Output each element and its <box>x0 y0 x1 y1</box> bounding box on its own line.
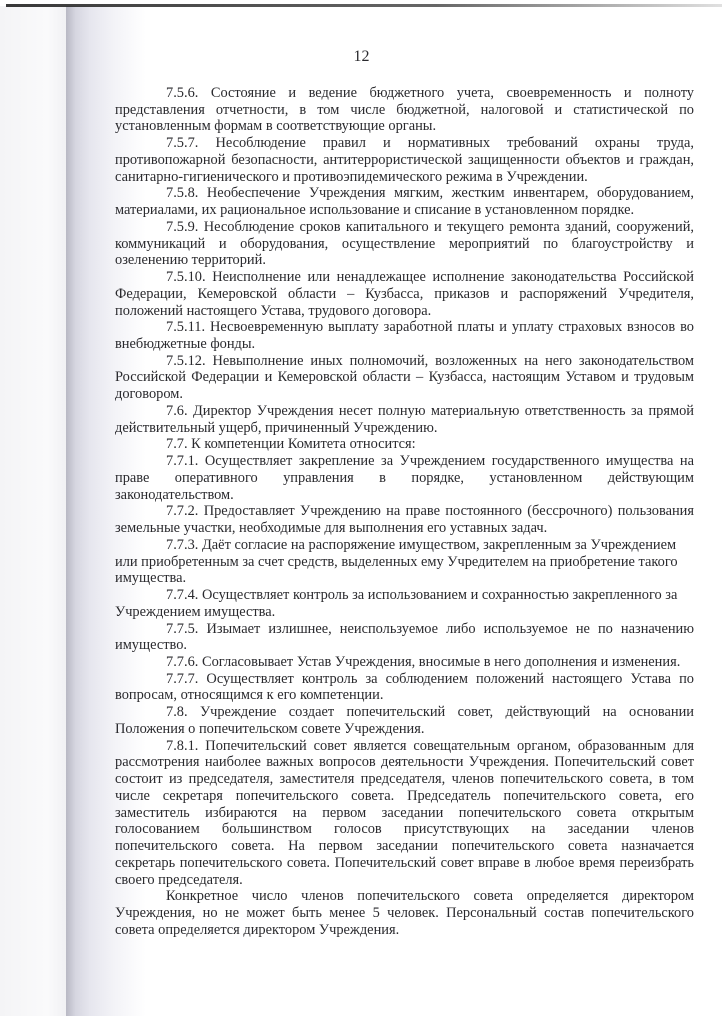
text-line: 7.7.1. Осуществляет закрепление за Учреждением государственного имущества на <box>166 453 694 470</box>
text-line: Конкретное число членов попечительского совета определяется директором <box>166 888 694 905</box>
text-line: материалами, их рациональное использование и списание в установленном порядке. <box>115 202 635 219</box>
text-line: Учреждения, но не может быть менее 5 человек. Персональный состав попечительского <box>115 904 694 921</box>
text-line: положений настоящего Устава, трудового договора. <box>115 302 432 319</box>
text-line: голосованием большинством голосов присутствующих на заседании членов <box>115 821 694 838</box>
text-line: 7.5.7. Несоблюдение правил и нормативных требований охраны труда, <box>166 135 694 152</box>
text-line: 7.5.10. Неисполнение или ненадлежащее исполнение законодательства Российской <box>166 269 694 286</box>
text-line: представления отчетности, в том числе бюджетной, налоговой и статистической по <box>115 101 694 118</box>
text-line: 7.5.9. Несоблюдение сроков капитального и текущего ремонта зданий, сооружений, <box>166 218 694 235</box>
text-line: внебюджетные фонды. <box>115 336 256 353</box>
text-line: 7.7.6. Согласовывает Устав Учреждения, вносимые в него дополнения и изменения. <box>166 653 681 670</box>
text-line: действительный ущерб, причиненный Учреждению. <box>115 419 438 436</box>
text-line: вопросам, относящимся к его компетенции. <box>115 687 384 704</box>
text-line: 7.7.3. Даёт согласие на распоряжение имуществом, закрепленным за Учреждением <box>166 536 677 553</box>
text-line: совета определяется директором Учреждения. <box>115 921 400 938</box>
text-line: 7.5.12. Невыполнение иных полномочий, возложенных на него законодательством <box>166 352 694 369</box>
text-line: озеленению территорий. <box>115 252 266 269</box>
text-line: 7.5.6. Состояние и ведение бюджетного учета, своевременность и полноту <box>166 85 694 101</box>
text-line: имущества. <box>115 570 187 587</box>
text-line: 7.7.5. Изымает излишнее, неиспользуемое либо используемое не по назначению <box>166 620 694 637</box>
text-line: коммуникаций и оборудования, осуществление мероприятий по благоустройству и <box>115 235 694 252</box>
text-line: законодательством. <box>115 486 234 503</box>
text-line: земельные участки, необходимые для выполнения его уставных задач. <box>115 520 548 537</box>
page-number: 12 <box>353 48 370 65</box>
text-line: Российской Федерации и Кемеровской области – Кузбасса, настоящим Уставом и трудовым <box>115 369 694 386</box>
text-line: 7.8.1. Попечительский совет является совещательным органом, образованным для <box>166 737 694 754</box>
text-line: Учреждением имущества. <box>115 603 276 620</box>
text-line: противопожарной безопасности, антитеррористической защищенности объектов и граждан, <box>115 151 694 168</box>
text-line: 7.7. К компетенции Комитета относится: <box>166 436 416 453</box>
text-line: санитарно-гигиенического и противоэпидемического режима в Учреждении. <box>115 168 588 185</box>
text-line: числе секретаря попечительского совета. Председатель попечительского совета, его <box>115 787 694 804</box>
text-line: 7.7.7. Осуществляет контроль за соблюдением положений настоящего Устава по <box>166 670 694 687</box>
text-line: Федерации, Кемеровской области – Кузбасса, приказов и распоряжений Учредителя, <box>115 285 694 302</box>
text-line: договором. <box>115 386 183 403</box>
text-line: имущество. <box>115 637 187 654</box>
text-line: 7.7.4. Осуществляет контроль за использованием и сохранностью закрепленного за <box>166 587 678 604</box>
text-line: попечительского совета. На первом заседании попечительского совета назначается <box>115 838 694 855</box>
text-line: секретарь попечительского совета. Попечительский совет вправе в любое время переизбрать <box>115 854 694 871</box>
text-line: 7.6. Директор Учреждения несет полную материальную ответственность за прямой <box>166 402 694 419</box>
text-line: заместитель избираются на первом заседании попечительского совета открытым <box>115 804 694 821</box>
text-line: своего председателя. <box>115 871 243 888</box>
text-line: праве оперативного управления в порядке, установленном действующим <box>115 469 694 486</box>
text-line: 7.7.2. Предоставляет Учреждению на праве постоянного (бессрочного) пользования <box>166 503 694 520</box>
text-line: или приобретенным за счет средств, выделенных ему Учредителем на приобретение такого <box>115 553 678 570</box>
document-body <box>115 85 694 938</box>
scan-left-margin <box>0 6 68 1016</box>
text-line: 7.8. Учреждение создает попечительский совет, действующий на основании <box>166 704 694 721</box>
text-line: состоит из председателя, заместителя председателя, членов попечительского совета, в том <box>115 771 694 788</box>
scan-top-edge <box>6 4 722 7</box>
text-line: рассмотрения наиболее важных вопросов деятельности Учреждения. Попечительский совет <box>115 754 694 771</box>
text-line: 7.5.8. Необеспечение Учреждения мягким, жестким инвентарем, оборудованием, <box>166 185 694 202</box>
text-line: установленным формам в соответствующие органы. <box>115 118 437 135</box>
text-line: 7.5.11. Несвоевременную выплату заработной платы и уплату страховых взносов во <box>166 319 694 336</box>
text-line: Положения о попечительском совете Учреждения. <box>115 720 425 737</box>
